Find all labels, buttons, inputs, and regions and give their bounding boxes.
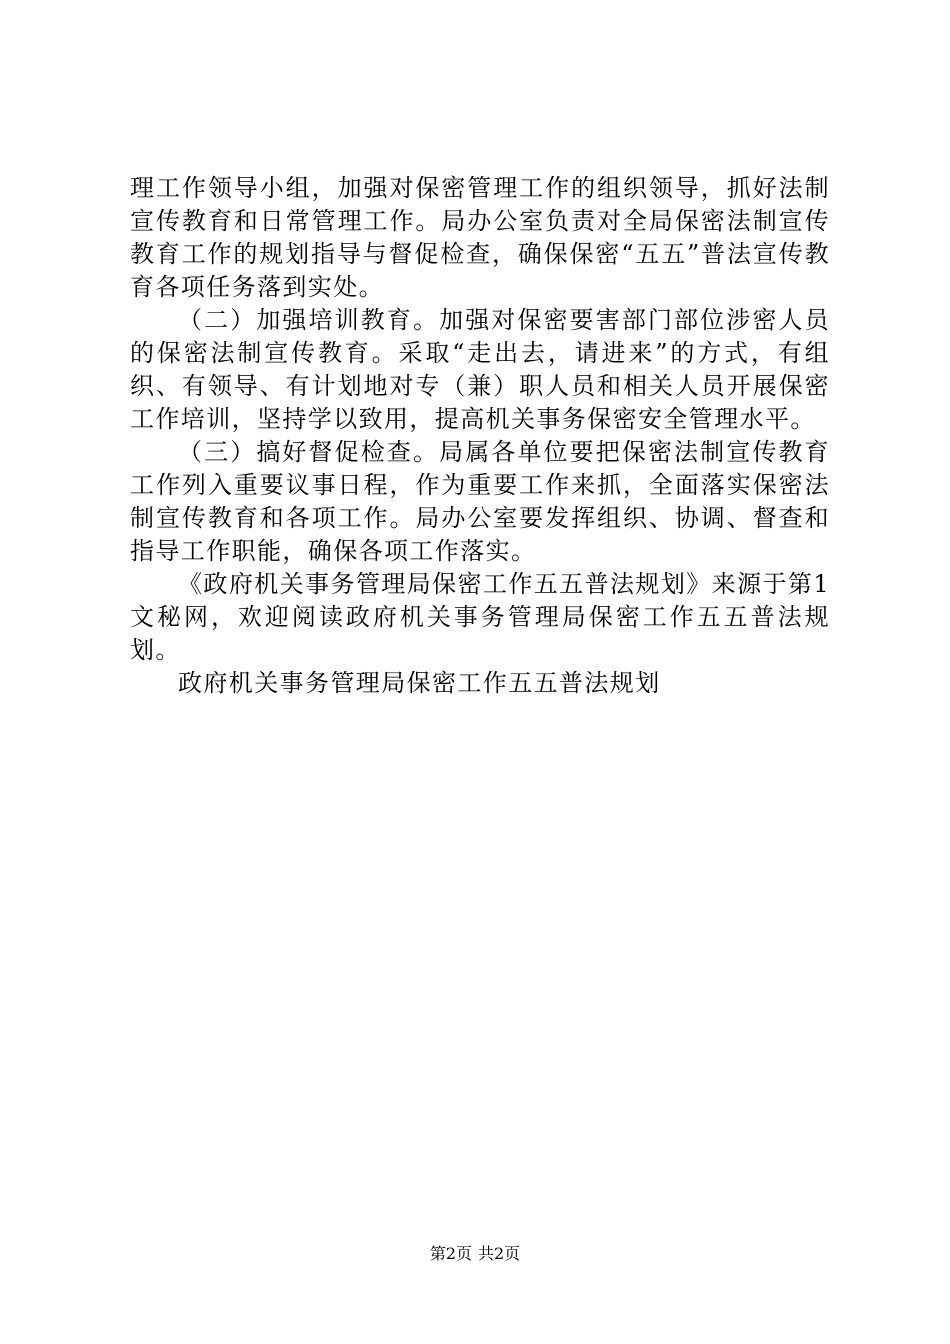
- closing-title: 政府机关事务管理局保密工作五五普法规划: [178, 669, 661, 697]
- page-number-total: 共2页: [478, 1244, 521, 1263]
- page-footer: [0, 1244, 950, 1264]
- paragraph-leadership-group: 理工作领导小组，加强对保密管理工作的组织领导，抓好法制宣传教育和日常管理工作。局办公室负责对全局保密法制宣传教育工作的规划指导与督促检查，确保保密“五五”普法宣传教育各项任务落到实处。: [130, 174, 830, 301]
- paragraph-source-note: 《政府机关事务管理局保密工作五五普法规划》来源于第1文秘网，欢迎阅读政府机关事务管理局保密工作五五普法规划。: [130, 570, 830, 664]
- document-body: [130, 172, 830, 700]
- paragraph-supervision-inspection: （三）搞好督促检查。局属各单位要把保密法制宣传教育工作列入重要议事日程，作为重要工作来抓，全面落实保密法制宣传教育和各项工作。局办公室要发挥组织、协调、督查和指导工作职能，确保各项工作落实。: [130, 438, 830, 565]
- page-number-current: 第2页: [429, 1244, 472, 1263]
- paragraph-training-education: （二）加强培训教育。加强对保密要害部门部位涉密人员的保密法制宣传教育。采取“走出去，请进来”的方式，有组织、有领导、有计划地对专（兼）职人员和相关人员开展保密工作培训，坚持学以致用，提高机关事务保密安全管理水平。: [130, 306, 830, 433]
